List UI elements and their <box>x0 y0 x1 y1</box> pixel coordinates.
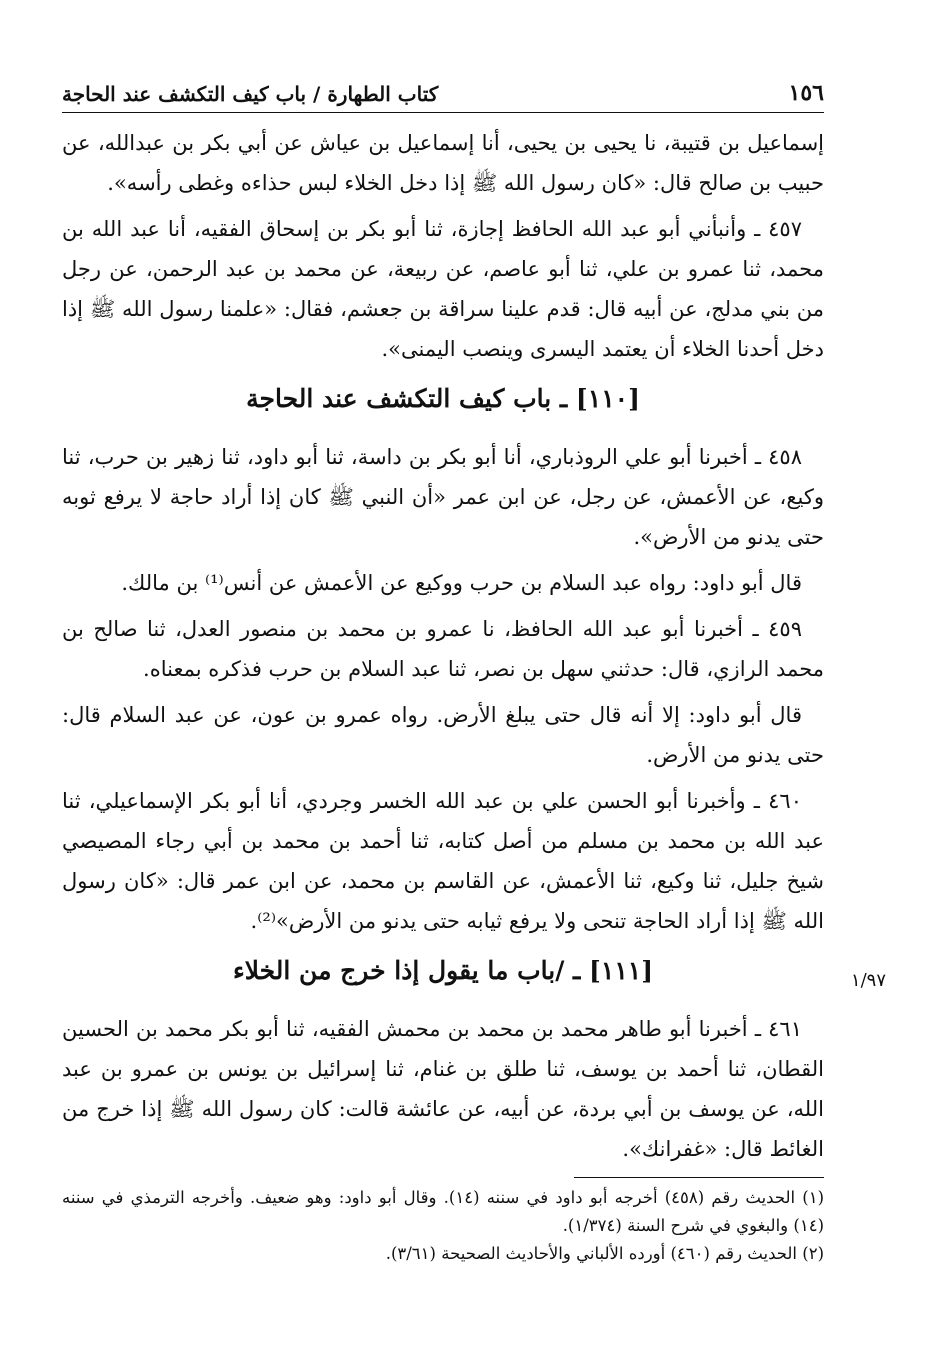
hadith-457: ٤٥٧ ـ وأنبأني أبو عبد الله الحافظ إجازة، ثنا أبو بكر بن إسحاق الفقيه، أنا عبد الله بن محمد، ثنا عمرو بن علي، ثنا أبو عاصم، عن ربيعة، عن محمد بن عبد الرحمن، عن رجل من بني مدلج، عن أبيه قال: قدم علينا سراقة بن جعشم، فقال: «علمنا رسول الله ﷺ إذا دخل أحدنا الخلاء أن يعتمد اليسرى وينصب اليمنى». <box>62 217 824 361</box>
running-header <box>62 72 824 113</box>
chapter-heading-111 <box>62 951 886 991</box>
hadith-461: ٤٦١ ـ أخبرنا أبو طاهر محمد بن محمد بن محمش الفقيه، ثنا أبو بكر محمد بن الحسين القطان، ثنا أحمد بن يوسف، ثنا طلق بن غنام، ثنا إسرائيل بن يونس بن عمرو بن عبد الله، عن يوسف بن أبي بردة، عن أبيه، عن عائشة قالت: كان رسول الله ﷺ إذا خرج من الغائط قال: «غفرانك». <box>62 1017 824 1161</box>
hadith-460: ٤٦٠ ـ وأخبرنا أبو الحسن علي بن عبد الله الخسر وجردي، أنا أبو بكر الإسماعيلي، ثنا عبد الله بن محمد بن مسلم من أصل كتابه، ثنا أحمد بن محمد بن أبي رجاء المصيصي شيخ جليل، ثنا وكيع، ثنا الأعمش، عن القاسم بن محمد، عن ابن عمر قال: «كان رسول الله ﷺ إذا أراد الحاجة تنحى ولا يرفع ثيابه حتى يدنو من الأرض»⁽²⁾. <box>62 789 824 933</box>
paragraph-continuation: إسماعيل بن قتيبة، نا يحيى بن يحيى، أنا إسماعيل بن عياش عن أبي بكر بن عبدالله، عن حبيب بن صالح قال: «كان رسول الله ﷺ إذا دخل الخلاء لبس حذاءه وغطى رأسه». <box>62 131 824 195</box>
running-title: كتاب الطهارة / باب كيف التكشف عند الحاجة <box>62 82 439 106</box>
footnote-divider <box>574 1177 824 1178</box>
chapter-title-111: [١١١] ـ /باب ما يقول إذا خرج من الخلاء <box>232 956 654 985</box>
book-page <box>62 72 886 1268</box>
hadith-458: ٤٥٨ ـ أخبرنا أبو علي الروذباري، أنا أبو بكر بن داسة، ثنا أبو داود، ثنا زهير بن حرب، ثنا وكيع، عن الأعمش، عن رجل، عن ابن عمر «أن النبي ﷺ كان إذا أراد حاجة لا يرفع ثوبه حتى يدنو من الأرض». <box>62 445 824 549</box>
abu-dawud-note-1: قال أبو داود: رواه عبد السلام بن حرب ووكيع عن الأعمش عن أنس⁽¹⁾ بن مالك. <box>121 571 802 595</box>
footnote-2: (٢) الحديث رقم (٤٦٠) أورده الألباني والأحاديث الصحيحة (٣/٦١). <box>385 1244 824 1263</box>
chapter-heading-110: [١١٠] ـ باب كيف التكشف عند الحاجة <box>246 384 640 413</box>
footnote-1: (١) الحديث رقم (٤٥٨) أخرجه أبو داود في سننه (١٤). وقال أبو داود: وهو ضعيف. وأخرجه الترمذي في سننه (١٤) والبغوي في شرح السنة (١/٣٧٤). <box>62 1188 825 1235</box>
manuscript-folio-ref: ١/٩٧ <box>850 970 886 991</box>
abu-dawud-note-2: قال أبو داود: إلا أنه قال حتى يبلغ الأرض. رواه عمرو بن عون، عن عبد السلام قال: حتى يدنو من الأرض. <box>62 703 824 767</box>
hadith-459: ٤٥٩ ـ أخبرنا أبو عبد الله الحافظ، نا عمرو بن محمد بن منصور العدل، ثنا صالح بن محمد الرازي، قال: حدثني سهل بن نصر، ثنا عبد السلام بن حرب فذكره بمعناه. <box>62 617 824 681</box>
page-number: ١٥٦ <box>788 80 824 106</box>
